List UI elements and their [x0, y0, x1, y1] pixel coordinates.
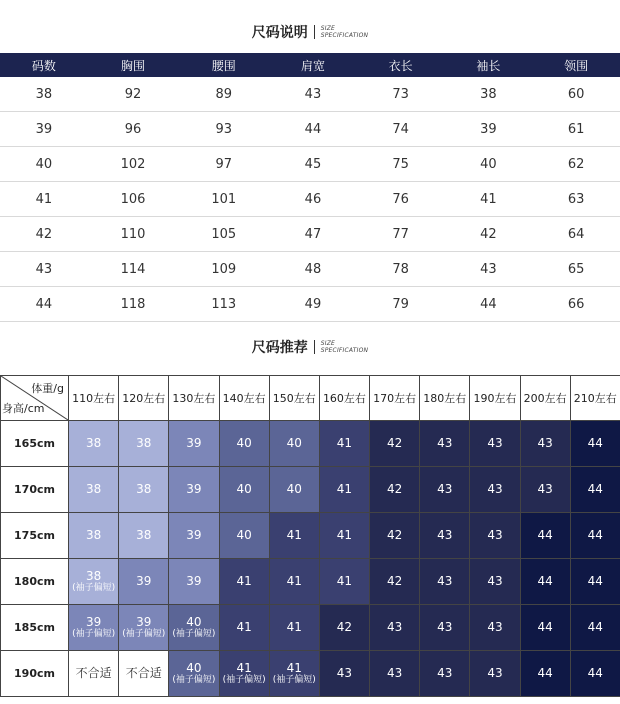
recommend-size: 43: [537, 482, 553, 496]
recommend-cell: [69, 559, 119, 605]
spec-cell: 43: [0, 252, 88, 287]
spec-cell: 43: [445, 252, 533, 287]
recommend-size: 39: [136, 614, 152, 629]
spec-header-cell: 腰围: [178, 53, 269, 77]
recommend-cell: [570, 513, 620, 559]
recommend-size: 40: [236, 528, 252, 542]
spec-cell: 45: [269, 147, 357, 182]
short-sleeve-note: (袖子偏短): [172, 628, 216, 639]
recommend-cell: [570, 605, 620, 651]
spec-cell: 102: [88, 147, 179, 182]
recommend-cell: [319, 605, 369, 651]
size-spec-title: [0, 12, 620, 52]
recommend-size: 38: [85, 568, 102, 583]
weight-header-cell: 190左右: [470, 376, 520, 421]
recommend-size: 41: [336, 574, 353, 588]
recommend-cell: [370, 467, 420, 513]
spec-cell: 48: [269, 252, 357, 287]
recommend-cell: [470, 421, 520, 467]
spec-cell: 61: [532, 112, 620, 147]
recommend-size: 43: [386, 666, 403, 680]
recommend-size: 40: [186, 614, 202, 629]
recommend-cell: [169, 559, 219, 605]
recommend-cell: [169, 467, 219, 513]
recommend-size: 41: [286, 528, 302, 542]
recommend-size: 43: [437, 620, 453, 634]
spec-cell: 76: [357, 182, 445, 217]
table-row: [0, 182, 620, 217]
weight-header-cell: 170左右: [370, 376, 420, 421]
spec-cell: 96: [88, 112, 179, 147]
recommend-size: 39: [186, 436, 202, 450]
size-recommend-table: [0, 375, 620, 697]
weight-header-cell: 180左右: [420, 376, 470, 421]
recommend-cell: [319, 513, 369, 559]
recommend-size: 44: [537, 574, 553, 588]
spec-cell: 43: [269, 77, 357, 112]
spec-cell: 62: [532, 147, 620, 182]
recommend-cell: [119, 559, 169, 605]
recommend-cell: [370, 559, 420, 605]
recommend-size: 41: [236, 574, 252, 588]
spec-cell: 74: [357, 112, 445, 147]
weight-header-row: [1, 376, 620, 421]
recommend-cell: [219, 651, 269, 697]
short-sleeve-note: (袖子偏短): [272, 674, 316, 685]
size-recommend-title: [0, 327, 620, 367]
recommend-cell: [269, 513, 319, 559]
height-header-cell: 175cm: [1, 513, 69, 559]
title-divider: [314, 25, 315, 39]
spec-cell: 97: [178, 147, 269, 182]
recommend-size: 41: [336, 528, 353, 542]
spec-header-cell: 码数: [0, 53, 88, 77]
size-spec-table: [0, 53, 620, 322]
recommend-cell: [420, 467, 470, 513]
table-row: [0, 147, 620, 182]
recommend-size: 42: [386, 528, 403, 542]
spec-cell: 47: [269, 217, 357, 252]
recommend-size: 44: [587, 620, 603, 634]
recommend-cell: [169, 421, 219, 467]
recommend-size: 39: [186, 482, 202, 496]
recommend-cell: [319, 651, 369, 697]
recommend-cell: [570, 421, 620, 467]
spec-cell: 78: [357, 252, 445, 287]
recommend-cell: [420, 651, 470, 697]
table-row: [1, 421, 620, 467]
spec-cell: 44: [445, 287, 533, 322]
recommend-size: 38: [136, 482, 152, 496]
spec-cell: 113: [178, 287, 269, 322]
recommend-cell: [219, 513, 269, 559]
spec-header-cell: 胸围: [88, 53, 179, 77]
recommend-size: 44: [587, 666, 603, 680]
recommend-cell: [69, 513, 119, 559]
spec-cell: 110: [88, 217, 179, 252]
spec-cell: 63: [532, 182, 620, 217]
table-row: [1, 651, 620, 697]
recommend-size: 39: [85, 614, 102, 629]
spec-cell: 89: [178, 77, 269, 112]
recommend-cell: [269, 605, 319, 651]
recommend-size: 39: [186, 528, 202, 542]
spec-cell: 64: [532, 217, 620, 252]
recommend-size: 41: [336, 436, 353, 450]
recommend-size: 40: [236, 436, 252, 450]
recommend-size: 44: [587, 482, 603, 496]
spec-cell: 38: [445, 77, 533, 112]
recommend-cell: [219, 559, 269, 605]
spec-cell: 109: [178, 252, 269, 287]
recommend-size: 39: [136, 574, 152, 588]
recommend-size: 43: [487, 666, 503, 680]
spec-cell: 101: [178, 182, 269, 217]
recommend-cell: [570, 651, 620, 697]
recommend-cell: [470, 605, 520, 651]
spec-cell: 75: [357, 147, 445, 182]
size-spec-header-row: [0, 53, 620, 77]
subtitle-line-2: SPECIFICATION: [320, 32, 369, 39]
recommend-cell: [219, 605, 269, 651]
table-row: [0, 287, 620, 322]
recommend-cell: [69, 467, 119, 513]
recommend-size: 38: [136, 436, 152, 450]
weight-header-cell: 160左右: [319, 376, 369, 421]
spec-cell: 41: [0, 182, 88, 217]
recommend-cell: [169, 605, 219, 651]
spec-cell: 118: [88, 287, 179, 322]
spec-cell: 66: [532, 287, 620, 322]
spec-header-cell: 袖长: [445, 53, 533, 77]
table-row: [1, 605, 620, 651]
spec-cell: 92: [88, 77, 179, 112]
recommend-cell: [169, 651, 219, 697]
spec-cell: 44: [0, 287, 88, 322]
recommend-cell: [119, 421, 169, 467]
recommend-size: 41: [236, 660, 252, 675]
short-sleeve-note: (袖子偏短): [72, 628, 116, 639]
recommend-size: 41: [286, 660, 302, 675]
recommend-size: 44: [587, 574, 603, 588]
recommend-cell: [370, 421, 420, 467]
recommend-size: 40: [186, 660, 202, 675]
height-header-cell: 170cm: [1, 467, 69, 513]
table-row: [1, 559, 620, 605]
short-sleeve-note: (袖子偏短): [222, 674, 266, 685]
table-row: [0, 112, 620, 147]
recommend-size: 43: [437, 528, 453, 542]
recommend-cell: [269, 559, 319, 605]
spec-header-cell: 肩宽: [269, 53, 357, 77]
recommend-cell: [219, 467, 269, 513]
spec-cell: 106: [88, 182, 179, 217]
corner-height-label: 身高/cm: [2, 402, 45, 415]
recommend-cell: [269, 651, 319, 697]
weight-header-cell: 130左右: [169, 376, 219, 421]
recommend-cell: [69, 605, 119, 651]
recommend-size: 43: [487, 620, 503, 634]
recommend-cell: [269, 467, 319, 513]
spec-cell: 105: [178, 217, 269, 252]
spec-cell: 77: [357, 217, 445, 252]
weight-header-cell: 110左右: [69, 376, 119, 421]
table-row: [0, 77, 620, 112]
recommend-size: 41: [286, 574, 302, 588]
short-sleeve-note: (袖子偏短): [122, 628, 166, 639]
recommend-cell: [520, 513, 570, 559]
spec-cell: 65: [532, 252, 620, 287]
recommend-size: 40: [286, 436, 302, 450]
recommend-size: 44: [537, 620, 553, 634]
weight-header-cell: 150左右: [269, 376, 319, 421]
recommend-cell: [370, 513, 420, 559]
spec-cell: 114: [88, 252, 179, 287]
recommend-size: 44: [587, 528, 603, 542]
subtitle-line-2: SPECIFICATION: [320, 347, 369, 354]
recommend-size: 43: [487, 482, 503, 496]
recommend-size: 38: [85, 436, 102, 450]
weight-header-cell: 200左右: [520, 376, 570, 421]
recommend-cell: [169, 513, 219, 559]
recommend-cell: [119, 467, 169, 513]
spec-header-cell: 领围: [532, 53, 620, 77]
size-recommend-subtitle: [321, 340, 369, 354]
recommend-size: 41: [286, 620, 302, 634]
recommend-size: 43: [487, 436, 503, 450]
spec-cell: 46: [269, 182, 357, 217]
recommend-size: 39: [186, 574, 202, 588]
recommend-size: 43: [437, 436, 453, 450]
recommend-size: 41: [236, 620, 252, 634]
spec-cell: 41: [445, 182, 533, 217]
spec-header-cell: 衣长: [357, 53, 445, 77]
recommend-size: 38: [85, 528, 102, 542]
recommend-cell: [520, 605, 570, 651]
spec-cell: 60: [532, 77, 620, 112]
recommend-size: 42: [386, 436, 403, 450]
recommend-size: 43: [437, 482, 453, 496]
recommend-cell: [420, 559, 470, 605]
recommend-cell: [470, 467, 520, 513]
recommend-cell: [520, 467, 570, 513]
spec-cell: 39: [0, 112, 88, 147]
recommend-cell: [370, 651, 420, 697]
subtitle-line-1: SIZE: [320, 25, 336, 32]
recommend-cell: [69, 421, 119, 467]
recommend-cell: [520, 651, 570, 697]
spec-cell: 42: [445, 217, 533, 252]
recommend-cell: [520, 559, 570, 605]
size-recommend-heading: 尺码推荐: [251, 340, 308, 356]
recommend-size: 不合适: [75, 666, 112, 680]
recommend-size: 42: [386, 482, 403, 496]
spec-cell: 38: [0, 77, 88, 112]
spec-cell: 79: [357, 287, 445, 322]
spec-cell: 40: [445, 147, 533, 182]
title-divider: [314, 340, 315, 354]
recommend-size: 38: [85, 482, 102, 496]
recommend-cell: [119, 651, 169, 697]
height-header-cell: 180cm: [1, 559, 69, 605]
recommend-cell: [119, 513, 169, 559]
recommend-size: 41: [336, 482, 353, 496]
short-sleeve-note: (袖子偏短): [172, 674, 216, 685]
spec-cell: 42: [0, 217, 88, 252]
recommend-cell: [470, 559, 520, 605]
spec-cell: 40: [0, 147, 88, 182]
recommend-cell: [470, 513, 520, 559]
recommend-cell: [420, 513, 470, 559]
recommend-size: 43: [487, 574, 503, 588]
spec-cell: 44: [269, 112, 357, 147]
recommend-cell: [570, 559, 620, 605]
weight-header-cell: 140左右: [219, 376, 269, 421]
table-row: [0, 217, 620, 252]
recommend-cell: [69, 651, 119, 697]
recommend-cell: [319, 559, 369, 605]
recommend-size: 40: [236, 482, 252, 496]
recommend-size: 38: [136, 528, 152, 542]
recommend-size: 44: [537, 666, 553, 680]
recommend-cell: [470, 651, 520, 697]
recommend-cell: [219, 421, 269, 467]
size-spec-subtitle: [321, 25, 369, 39]
recommend-cell: [269, 421, 319, 467]
recommend-cell: [520, 421, 570, 467]
recommend-size: 43: [437, 666, 453, 680]
recommend-size: 不合适: [125, 666, 162, 680]
recommend-size: 42: [336, 620, 353, 634]
corner-weight-label: 体重/g: [31, 382, 64, 395]
recommend-size: 43: [487, 528, 503, 542]
height-header-cell: 190cm: [1, 651, 69, 697]
spec-cell: 49: [269, 287, 357, 322]
weight-header-cell: 210左右: [570, 376, 620, 421]
table-row: [1, 513, 620, 559]
recommend-cell: [570, 467, 620, 513]
weight-header-cell: 120左右: [119, 376, 169, 421]
recommend-cell: [319, 421, 369, 467]
table-row: [1, 467, 620, 513]
corner-cell: [1, 376, 69, 421]
recommend-size: 42: [386, 574, 403, 588]
spec-cell: 39: [445, 112, 533, 147]
recommend-cell: [370, 605, 420, 651]
short-sleeve-note: (袖子偏短): [72, 582, 116, 593]
recommend-size: 44: [587, 436, 603, 450]
spec-cell: 93: [178, 112, 269, 147]
spec-cell: 73: [357, 77, 445, 112]
recommend-size: 40: [286, 482, 302, 496]
recommend-size: 43: [386, 620, 403, 634]
recommend-size: 44: [537, 528, 553, 542]
recommend-cell: [319, 467, 369, 513]
height-header-cell: 185cm: [1, 605, 69, 651]
table-row: [0, 252, 620, 287]
recommend-cell: [420, 421, 470, 467]
recommend-size: 43: [537, 436, 553, 450]
subtitle-line-1: SIZE: [320, 340, 336, 347]
recommend-size: 43: [336, 666, 353, 680]
recommend-cell: [119, 605, 169, 651]
size-spec-heading: 尺码说明: [251, 25, 308, 41]
recommend-size: 43: [437, 574, 453, 588]
height-header-cell: 165cm: [1, 421, 69, 467]
recommend-cell: [420, 605, 470, 651]
